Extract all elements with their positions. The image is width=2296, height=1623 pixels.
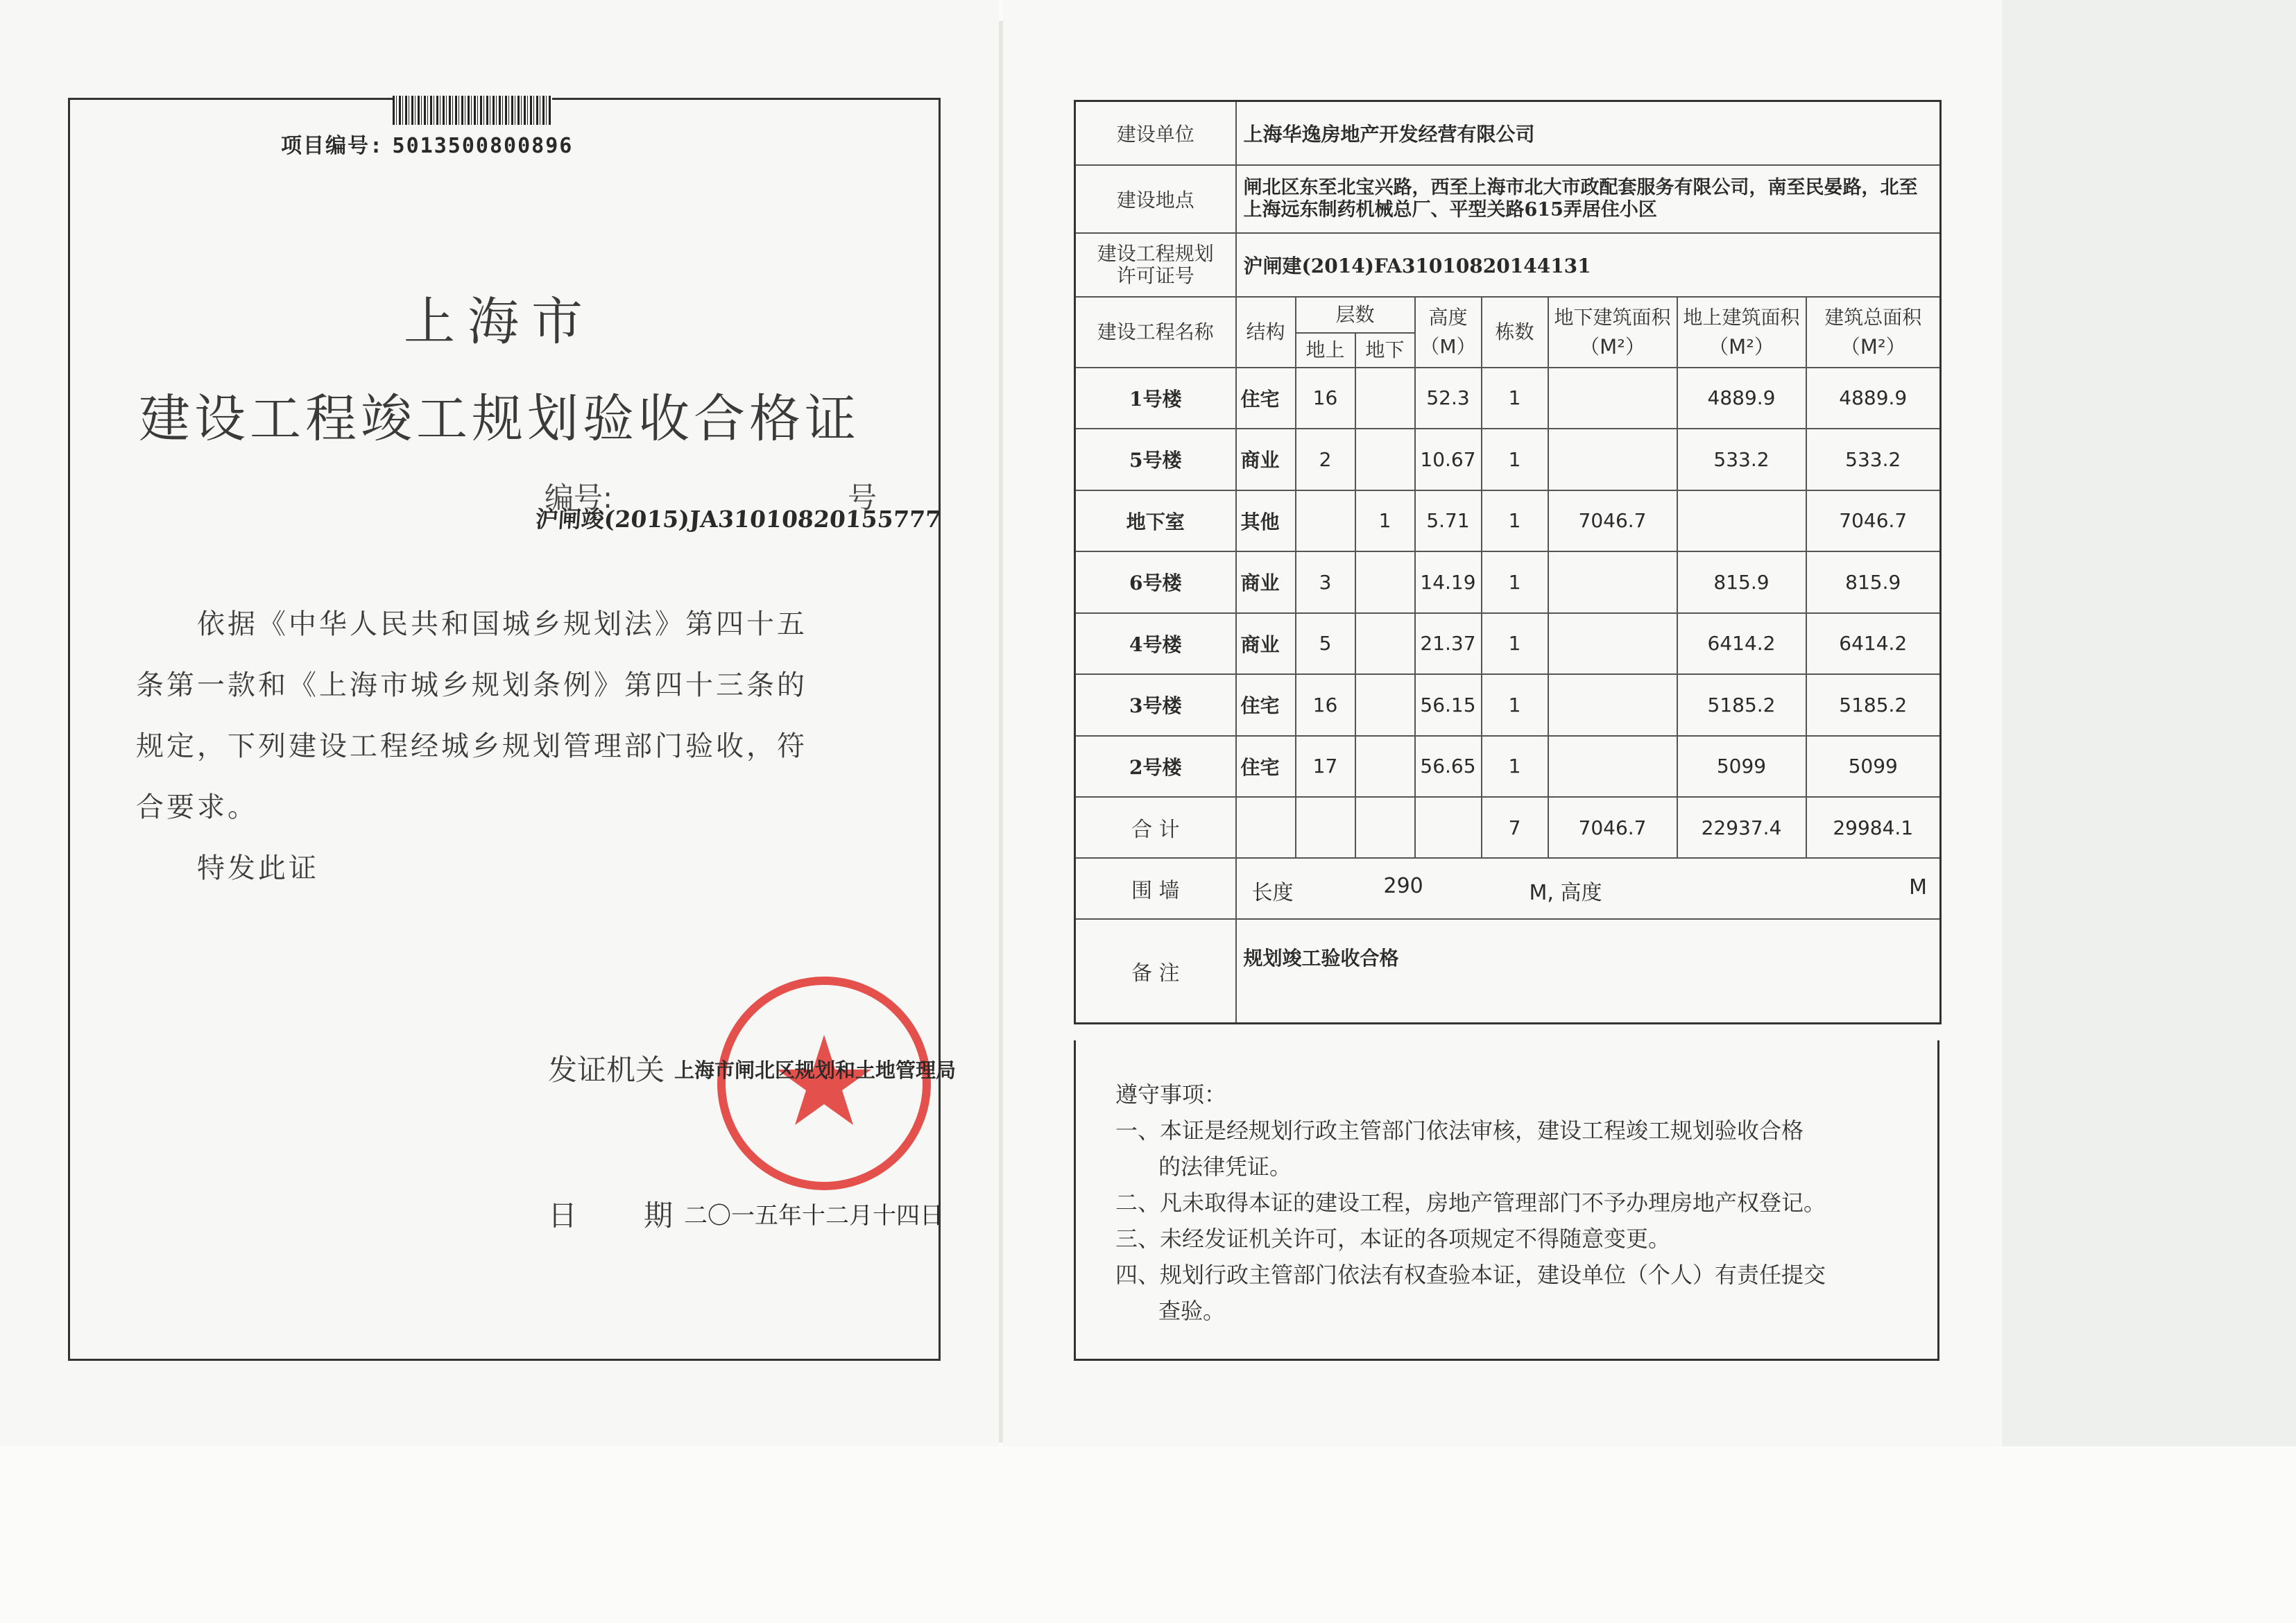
- empty-cell: [1415, 797, 1482, 858]
- building-count: 1: [1482, 490, 1548, 552]
- cert-number-suffix: 号: [848, 481, 877, 515]
- cert-number-value: 沪闸竣(2015)JA31010820155777: [534, 506, 942, 533]
- above-ground-area: 5185.2: [1677, 674, 1806, 736]
- floors-above: 3: [1296, 551, 1355, 613]
- col-header-over-area: [1677, 297, 1806, 368]
- building-count: 1: [1482, 613, 1548, 675]
- table-row: [1075, 674, 1941, 736]
- col-header-floors: 层数: [1296, 297, 1415, 333]
- issue-date: 二〇一五年十二月十四日: [684, 1202, 943, 1230]
- building-count: 1: [1482, 551, 1548, 613]
- floors-below: [1355, 674, 1415, 736]
- building-count: 1: [1482, 736, 1548, 798]
- underground-area: [1548, 736, 1677, 798]
- height-header-line: 高度: [1428, 305, 1468, 329]
- building-structure: 住宅: [1236, 736, 1296, 798]
- remarks-label: 备 注: [1075, 919, 1236, 1023]
- above-ground-area: 5099: [1677, 736, 1806, 798]
- table-row: [1075, 490, 1941, 552]
- unit-label: 建设单位: [1075, 101, 1236, 165]
- building-structure: 商业: [1236, 613, 1296, 675]
- total-under-area: 7046.7: [1548, 797, 1677, 858]
- above-ground-area: 6414.2: [1677, 613, 1806, 675]
- above-ground-area: 4889.9: [1677, 368, 1806, 429]
- floors-below: 1: [1355, 490, 1415, 552]
- building-name: 4号楼: [1075, 613, 1236, 675]
- building-count: 1: [1482, 674, 1548, 736]
- total-area: 815.9: [1806, 551, 1941, 613]
- fence-m-unit: M: [1909, 875, 1927, 900]
- notes-section: [1115, 1076, 1920, 1329]
- note-item: [1115, 1113, 1920, 1185]
- building-height: 21.37: [1415, 613, 1482, 675]
- permit-label-line: 建设工程规划: [1097, 241, 1214, 265]
- col-header-above: 地上: [1296, 333, 1355, 368]
- over-area-header-unit: （M²）: [1708, 334, 1774, 359]
- total-area: 29984.1: [1806, 797, 1941, 858]
- note-item: [1115, 1185, 1920, 1221]
- floors-above: [1296, 490, 1355, 552]
- city-title: 上海市: [404, 292, 595, 352]
- under-area-header-line: 地下建筑面积: [1554, 305, 1671, 329]
- unit-row: [1075, 101, 1941, 165]
- col-header-structure: 结构: [1236, 297, 1296, 368]
- empty-cell: [1296, 797, 1355, 858]
- building-height: 56.65: [1415, 736, 1482, 798]
- fence-height-label: M, 高度: [1529, 881, 1602, 905]
- permit-value: 沪闸建(2014)FA31010820144131: [1236, 233, 1941, 297]
- total-row: [1075, 797, 1941, 858]
- building-height: 10.67: [1415, 429, 1482, 490]
- date-label-day: 日: [548, 1199, 578, 1233]
- permit-label-line: 许可证号: [1116, 264, 1194, 287]
- building-structure: 住宅: [1236, 368, 1296, 429]
- total-area: 7046.7: [1806, 490, 1941, 552]
- issuer-name: 上海市闸北区规划和土地管理局: [674, 1058, 957, 1082]
- fence-length-label: 长度: [1251, 881, 1294, 905]
- building-height: 5.71: [1415, 490, 1482, 552]
- issue-statement: 特发此证: [197, 852, 319, 884]
- underground-area: [1548, 429, 1677, 490]
- building-name: 1号楼: [1075, 368, 1236, 429]
- underground-area: [1548, 674, 1677, 736]
- note-line: 的法律凭证。: [1158, 1153, 1292, 1180]
- height-header-unit: （M）: [1420, 334, 1476, 358]
- project-number-label: 项目编号:: [281, 134, 384, 158]
- project-number-value: 5013500800896: [392, 134, 574, 158]
- above-ground-area: 533.2: [1677, 429, 1806, 490]
- building-name: 2号楼: [1075, 736, 1236, 798]
- project-number: [281, 128, 573, 159]
- note-item: [1115, 1221, 1920, 1257]
- barcode: [393, 96, 552, 125]
- total-area-header-unit: （M²）: [1840, 334, 1906, 359]
- scan-background: [2002, 0, 2296, 1446]
- above-ground-area: 815.9: [1677, 551, 1806, 613]
- unit-value: 上海华逸房地产开发经营有限公司: [1236, 101, 1941, 165]
- empty-cell: [1236, 797, 1296, 858]
- col-header-total-area: [1806, 297, 1941, 368]
- col-header-height: [1415, 297, 1482, 368]
- certificate-title: 建设工程竣工规划验收合格证: [139, 389, 860, 449]
- building-structure: 商业: [1236, 429, 1296, 490]
- paragraph-line: 条第一款和《上海市城乡规划条例》第四十三条的: [136, 669, 807, 701]
- building-structure: 住宅: [1236, 674, 1296, 736]
- building-name: 3号楼: [1075, 674, 1236, 736]
- paragraph-line: 规定，下列建设工程经城乡规划管理部门验收，符: [136, 730, 807, 762]
- building-count: 1: [1482, 368, 1548, 429]
- floors-above: 17: [1296, 736, 1355, 798]
- paragraph-line: 合要求。: [136, 791, 258, 823]
- floors-above: 16: [1296, 674, 1355, 736]
- fence-row: [1075, 858, 1941, 919]
- building-name: 5号楼: [1075, 429, 1236, 490]
- permit-row: [1075, 233, 1941, 297]
- floors-below: [1355, 736, 1415, 798]
- underground-area: [1548, 368, 1677, 429]
- table-row: [1075, 429, 1941, 490]
- floors-above: 2: [1296, 429, 1355, 490]
- notes-title: 遵守事项：: [1115, 1081, 1227, 1108]
- note-line: 二、凡未取得本证的建设工程，房地产管理部门不予办理房地产权登记。: [1115, 1190, 1826, 1216]
- total-label: 合 计: [1075, 797, 1236, 858]
- total-area: 5185.2: [1806, 674, 1941, 736]
- floors-above: 16: [1296, 368, 1355, 429]
- location-line: 上海远东制药机械总厂、平型关路615弄居住小区: [1243, 198, 1657, 221]
- total-over-area: 22937.4: [1677, 797, 1806, 858]
- paragraph-line: 依据《中华人民共和国城乡规划法》第四十五: [197, 608, 807, 640]
- location-value: [1236, 165, 1941, 233]
- total-area: 5099: [1806, 736, 1941, 798]
- total-area-header-line: 建筑总面积: [1824, 305, 1922, 329]
- total-area: 4889.9: [1806, 368, 1941, 429]
- building-structure: 其他: [1236, 490, 1296, 552]
- building-height: 52.3: [1415, 368, 1482, 429]
- col-header-count: 栋数: [1482, 297, 1548, 368]
- legal-paragraph: [136, 594, 871, 899]
- over-area-header-line: 地上建筑面积: [1683, 305, 1800, 329]
- building-name: 6号楼: [1075, 551, 1236, 613]
- building-structure: 商业: [1236, 551, 1296, 613]
- note-line: 四、规划行政主管部门依法有权查验本证，建设单位（个人）有责任提交: [1115, 1262, 1826, 1288]
- total-area: 533.2: [1806, 429, 1941, 490]
- note-item: [1115, 1257, 1920, 1329]
- remarks-value: 规划竣工验收合格: [1236, 919, 1941, 1023]
- floors-below: [1355, 613, 1415, 675]
- table-row: [1075, 613, 1941, 675]
- underground-area: [1548, 613, 1677, 675]
- building-name: 地下室: [1075, 490, 1236, 552]
- header-row-1: [1075, 297, 1941, 333]
- issuer-label: 发证机关: [548, 1053, 665, 1087]
- location-line: 闸北区东至北宝兴路，西至上海市北大市政配套服务有限公司，南至民晏路，北至: [1243, 176, 1918, 198]
- remarks-row: [1075, 919, 1941, 1023]
- total-count: 7: [1482, 797, 1548, 858]
- permit-label: [1075, 233, 1236, 297]
- date-label-period: 期: [644, 1199, 674, 1233]
- floors-below: [1355, 368, 1415, 429]
- total-area: 6414.2: [1806, 613, 1941, 675]
- col-header-under-area: [1548, 297, 1677, 368]
- location-label: 建设地点: [1075, 165, 1236, 233]
- cert-number-label: 编号:: [545, 481, 613, 515]
- fence-cell: [1236, 858, 1941, 919]
- table-row: [1075, 368, 1941, 429]
- floors-above: 5: [1296, 613, 1355, 675]
- official-seal: [713, 972, 935, 1194]
- col-header-name: 建设工程名称: [1075, 297, 1236, 368]
- under-area-header-unit: （M²）: [1579, 334, 1645, 359]
- underground-area: 7046.7: [1548, 490, 1677, 552]
- underground-area: [1548, 551, 1677, 613]
- building-height: 14.19: [1415, 551, 1482, 613]
- table-row: [1075, 551, 1941, 613]
- building-count: 1: [1482, 429, 1548, 490]
- table-row: [1075, 736, 1941, 798]
- building-height: 56.15: [1415, 674, 1482, 736]
- empty-cell: [1355, 797, 1415, 858]
- col-header-below: 地下: [1355, 333, 1415, 368]
- note-line: 三、未经发证机关许可，本证的各项规定不得随意变更。: [1115, 1226, 1671, 1252]
- note-line: 一、本证是经规划行政主管部门依法审核，建设工程竣工规划验收合格: [1115, 1117, 1804, 1144]
- floors-below: [1355, 429, 1415, 490]
- project-table: [1074, 100, 1942, 1024]
- above-ground-area: [1677, 490, 1806, 552]
- fence-label: 围 墙: [1075, 858, 1236, 919]
- note-line: 查验。: [1158, 1298, 1226, 1324]
- location-row: [1075, 165, 1941, 233]
- floors-below: [1355, 551, 1415, 613]
- fence-length-value: 290: [1383, 874, 1423, 898]
- page-fold: [999, 21, 1003, 1443]
